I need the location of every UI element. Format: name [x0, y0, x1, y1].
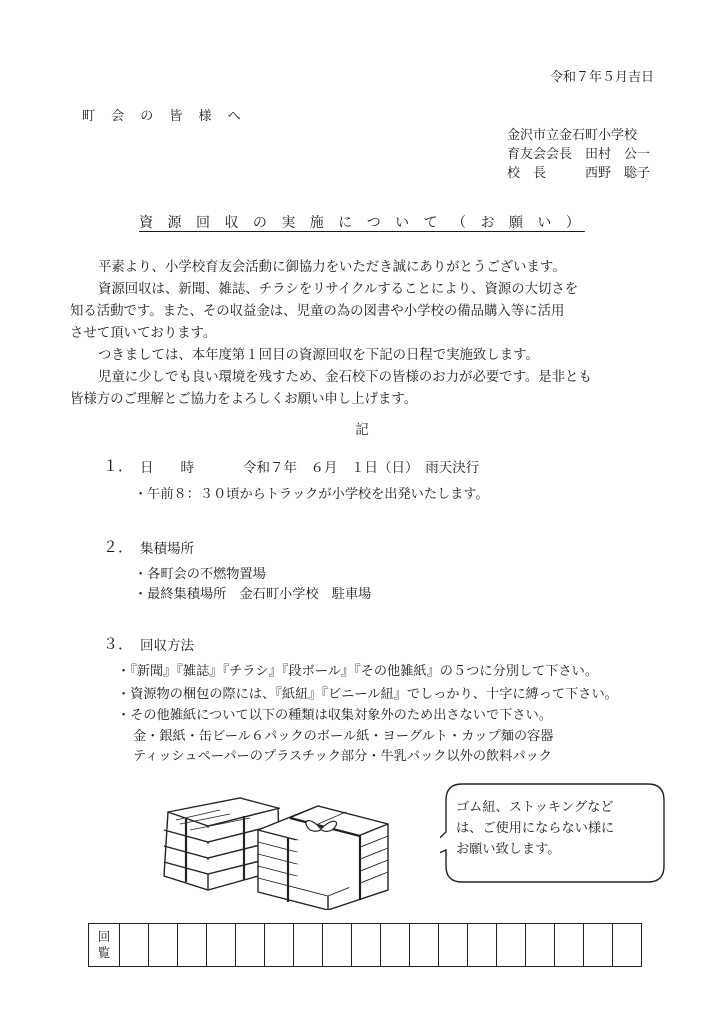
stamp-box[interactable]: [497, 924, 526, 967]
stamp-box[interactable]: [149, 924, 178, 967]
speech-line: ゴム紐、ストッキングなど: [456, 800, 614, 815]
document-title: [0, 212, 724, 232]
section-1-label: 日 時: [140, 460, 194, 476]
stamp-box[interactable]: [323, 924, 352, 967]
ki-marker: 記: [355, 422, 369, 438]
section-3-excluded-line: 金・銀紙・缶ビール６パックのボール紙・ヨーグルト・カップ麺の容器: [133, 729, 554, 744]
body-line: 児童に少しでも良い環境を残すため、金石校下の皆様のお力が必要です。是非とも: [98, 370, 592, 385]
body-paragraphs: [70, 257, 654, 411]
speech-bubble-text: [456, 797, 614, 860]
recipient-line: 町 会 の 皆 様 へ: [82, 109, 247, 124]
stamp-box[interactable]: [120, 924, 149, 967]
section-3-item: ・『新聞』『雑誌』『チラシ』『段ボール』『その他雑紙』の５つに分別して下さい。: [117, 664, 599, 679]
sender-principal: 校 長 西野 聡子: [507, 166, 651, 181]
sender-school: 金沢市立金石町小学校: [507, 128, 638, 143]
speech-line: は、ご使用にならない様に: [456, 821, 615, 836]
stamp-box[interactable]: [352, 924, 381, 967]
body-line: つきましては、本年度第１回目の資源回収を下記の日程で実施致します。: [98, 348, 539, 363]
section-2-number: ２．: [103, 538, 134, 556]
stamp-box[interactable]: [526, 924, 555, 967]
section-2-item: ・最終集積場所 金石町小学校 駐車場: [134, 587, 372, 602]
section-3-item: ・資源物の梱包の際には、『紙紐』『ビニール紐』でしっかり、十字に縛って下さい。: [117, 687, 618, 702]
section-2-item: ・各町会の不燃物置場: [134, 567, 266, 582]
body-line: させて頂いております。: [70, 326, 217, 341]
body-line: 知る活動です。また、その収益金は、児童の為の図書や小学校の備品購入等に活用: [70, 304, 565, 319]
stamp-box[interactable]: [381, 924, 410, 967]
section-1-note: ・午前８：３０頃からトラックが小学校を出発いたします。: [134, 487, 489, 502]
stamp-box[interactable]: [468, 924, 497, 967]
section-3-excluded-line: ティッシュペーパーのプラスチック部分・牛乳パック以外の飲料パック: [133, 749, 552, 764]
stamp-box[interactable]: [236, 924, 265, 967]
section-3-item: ・その他雑紙について以下の種類は収集対象外のため出さないで下さい。: [117, 708, 552, 723]
circulation-label-char: 回: [97, 929, 111, 944]
stamp-box[interactable]: [178, 924, 207, 967]
document-date: 令和７年５月吉日: [549, 70, 654, 85]
stamp-box[interactable]: [613, 924, 642, 967]
circulation-label-char: 覧: [97, 945, 111, 960]
stamp-box[interactable]: [207, 924, 236, 967]
stamp-box[interactable]: [294, 924, 323, 967]
newspaper-bundles-icon: [150, 790, 430, 910]
stamp-box[interactable]: [439, 924, 468, 967]
document-title-text: 資 源 回 収 の 実 施 に つ い て （ お 願 い ）: [139, 215, 585, 231]
stamp-box[interactable]: [555, 924, 584, 967]
stamp-box[interactable]: [584, 924, 613, 967]
circulation-label: [89, 924, 120, 967]
body-line: 資源回収は、新聞、雑誌、チラシをリサイクルすることにより、資源の大切さを: [98, 282, 579, 297]
section-3-label: 回収方法: [140, 638, 194, 654]
sender-pta-president: 育友会会長 田村 公一: [507, 147, 651, 162]
body-line: 平素より、小学校育友会活動に御協力をいただき誠にありがとうございます。: [98, 260, 566, 275]
body-line: 皆様方のご理解とご協力をよろしくお願い申し上げます。: [70, 392, 418, 407]
section-3-number: ３．: [103, 635, 134, 653]
section-1-number: １．: [103, 457, 134, 475]
stamp-box[interactable]: [265, 924, 294, 967]
speech-line: お願い致します。: [456, 842, 561, 857]
section-1-value: 令和７年 ６月 １日（日） 雨天決行: [243, 460, 480, 476]
circulation-stamp-table: [88, 923, 642, 967]
stamp-box[interactable]: [410, 924, 439, 967]
section-2-label: 集積場所: [140, 541, 194, 557]
